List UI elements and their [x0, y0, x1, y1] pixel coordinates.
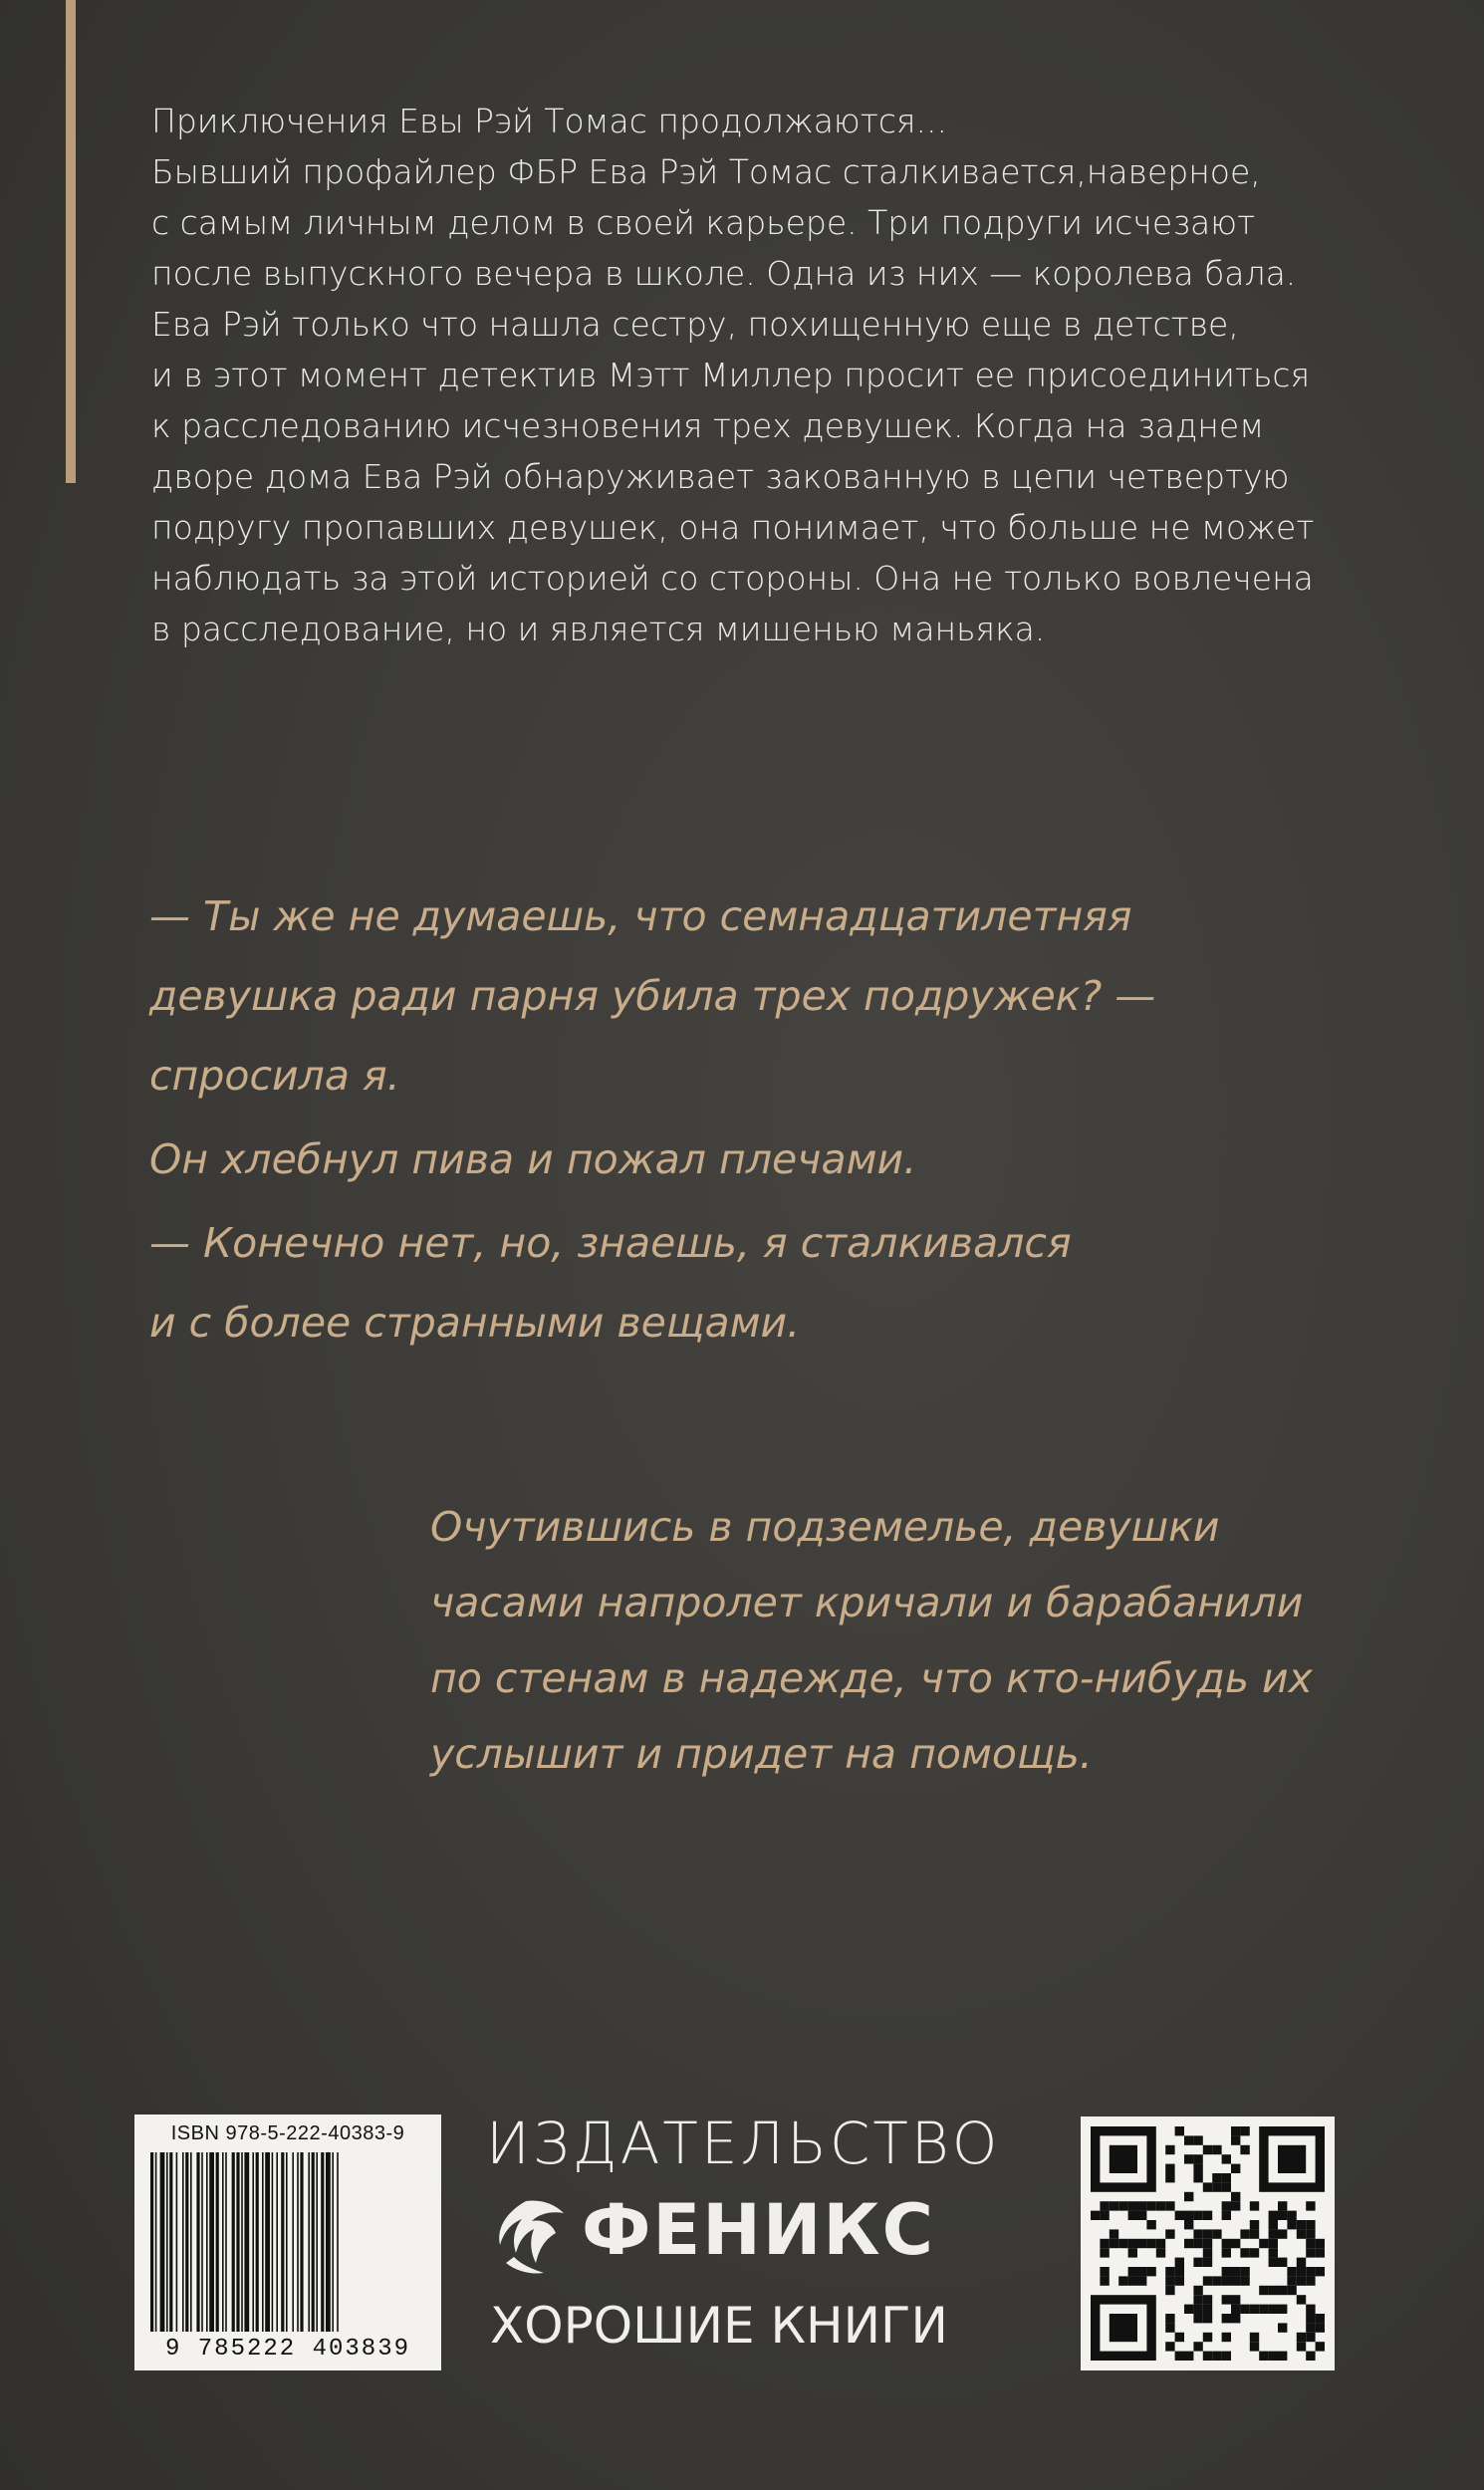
synopsis-line: к расследованию исчезновения трех девушек. Когда на заднем: [151, 406, 1265, 445]
qr-code-icon: [1091, 2126, 1325, 2361]
synopsis-line: подругу пропавших девушек, она понимает, что больше не может: [151, 508, 1315, 547]
excerpt-line: Очутившись в подземелье, девушки: [430, 1503, 1220, 1551]
quote-line: — Ты же не думаешь, что семнадцатилетняя: [149, 892, 1132, 940]
ean-digits: 9 785222 403839: [164, 2336, 411, 2363]
accent-bar: [66, 0, 76, 483]
publisher-block: [486, 2110, 1054, 2378]
synopsis-line: дворе дома Ева Рэй обнаруживает закованную в цепи четвертую: [151, 457, 1290, 496]
quote-line: и с более странными вещами.: [149, 1299, 801, 1347]
quote-line: спросила я.: [149, 1052, 400, 1100]
quote-line: — Конечно нет, но, знаешь, я сталкивался: [149, 1219, 1072, 1267]
isbn-number: ISBN 978-5-222-40383-9: [170, 2122, 405, 2144]
excerpt-line: часами напролет кричали и барабанили: [430, 1579, 1304, 1626]
excerpt: [430, 1489, 1426, 1792]
synopsis-line: наблюдать за этой историей со стороны. Она не только вовлечена: [151, 559, 1314, 598]
barcode-icon: [148, 2152, 427, 2332]
publisher-label: ИЗДАТЕЛЬСТВО: [486, 2110, 1001, 2177]
synopsis-line: Бывший профайлер ФБР Ева Рэй Томас сталкивается,наверное,: [151, 152, 1261, 191]
excerpt-line: услышит и придет на помощь.: [430, 1730, 1093, 1778]
synopsis-line: Приключения Евы Рэй Томас продолжаются...: [151, 102, 947, 140]
excerpt-line: по стенам в надежде, что кто-нибудь их: [430, 1654, 1313, 1702]
synopsis: [151, 96, 1376, 654]
synopsis-line: после выпускного вечера в школе. Одна из них — королева бала.: [151, 254, 1297, 293]
synopsis-line: с самым личным делом в своей карьере. Три подруги исчезают: [151, 203, 1256, 242]
qr-code: [1081, 2116, 1335, 2370]
synopsis-line: Ева Рэй только что нашла сестру, похищенную еще в детстве,: [151, 305, 1239, 344]
dialogue-quote: [149, 876, 1394, 1363]
synopsis-line: в расследование, но и является мишенью маньяка.: [151, 610, 1046, 648]
publisher-name: ФЕНИКС: [582, 2189, 935, 2271]
isbn-barcode: [134, 2115, 441, 2370]
publisher-tagline: ХОРОШИЕ КНИГИ: [490, 2297, 948, 2355]
phoenix-icon: [486, 2193, 576, 2283]
synopsis-line: и в этот момент детектив Мэтт Миллер просит ее присоединиться: [151, 356, 1311, 394]
quote-line: Он хлебнул пива и пожал плечами.: [149, 1135, 917, 1183]
quote-line: девушка ради парня убила трех подружек? —: [149, 972, 1156, 1020]
